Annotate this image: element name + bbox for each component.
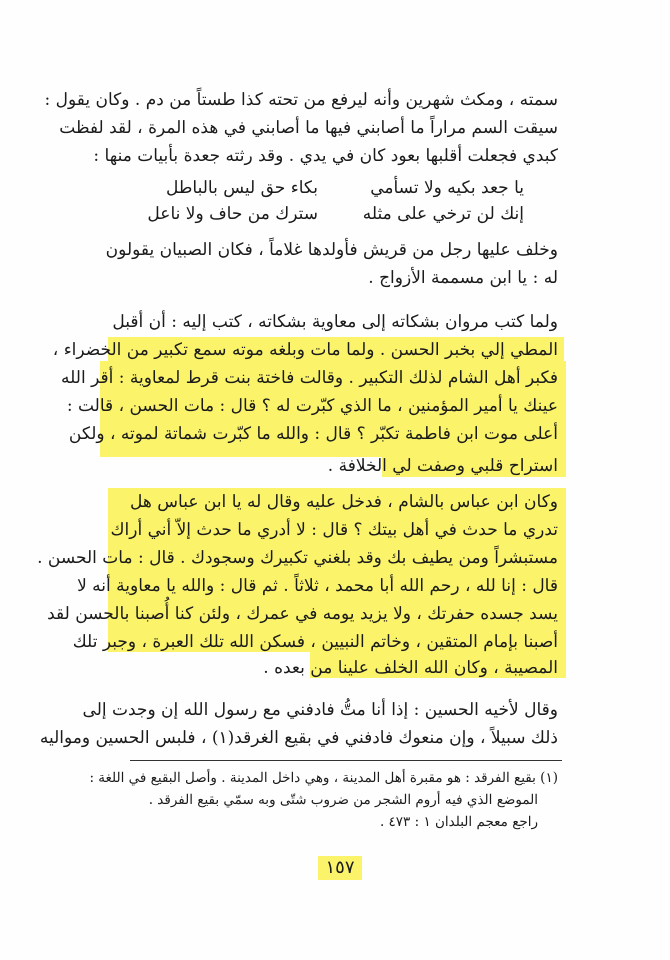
- text-line: مستبشراً ومن يطيف بك وقد بلغني تكبيرك وسجودك . قال : مات الحسن .: [37, 548, 558, 568]
- text-line: سمته ، ومكث شهرين وأنه ليرفع من تحته كذا طستاً من دم . وكان يقول :: [44, 90, 558, 110]
- verse-left: سترك من حاف ولا ناعل: [147, 204, 318, 224]
- footnote-line: (١) بقيع الفرقد : هو مقبرة أهل المدينة ، وهي داخل المدينة . وأصل البقيع في اللغة :: [89, 770, 558, 786]
- text-line: قال : إنا لله ، رحم الله أبا محمد ، ثلاثاً . ثم قال : والله يا معاوية أنه لا: [77, 576, 558, 596]
- text-line: تدري ما حدث في أهل بيتك ؟ قال : لا أدري ما حدث إلاّ أني أراك: [110, 520, 558, 540]
- text-line: ولما كتب مروان بشكاته إلى معاوية بشكاته ، كتب إليه : أن أقبل: [112, 312, 558, 332]
- text-line: المصيبة ، وكان الله الخلف علينا من بعده .: [263, 658, 558, 678]
- text-line: وخلف عليها رجل من قريش فأولدها غلاماً ، فكان الصبيان يقولون: [105, 240, 558, 260]
- text-line: أعلى موت ابن فاطمة تكبّر ؟ قال : والله ما كبّرت شماتة لموته ، ولكن: [68, 424, 558, 444]
- footnote-rule: [130, 760, 562, 761]
- footnote-line: الموضع الذي فيه أروم الشجر من ضروب شتّى وبه سمّي بقيع الفرقد .: [148, 792, 538, 808]
- footnote-line: راجع معجم البلدان ١ : ٤٧٣ .: [379, 814, 538, 830]
- text-line: المطي إلي بخبر الحسن . ولما مات وبلغه موته سمع تكبير من الخضراء ،: [52, 340, 558, 360]
- verse-right: إنك لن ترخي على مثله: [362, 204, 524, 224]
- verse-left: بكاء حق ليس بالباطل: [166, 178, 318, 198]
- text-line: له : يا ابن مسممة الأزواج .: [368, 268, 558, 288]
- text-line: استراح قلبي وصفت لي الخلافة .: [327, 456, 558, 476]
- text-line: عينك يا أمير المؤمنين ، ما الذي كبّرت له ؟ قال : مات الحسن ، قالت :: [66, 396, 558, 416]
- text-line: يسد جسده حفرتك ، ولا يزيد يومه في عمرك ، ولئن كنا أُصبنا بالحسن لقد: [47, 604, 558, 624]
- verse-right: يا جعد بكيه ولا تسأمي: [370, 178, 524, 198]
- text-line: وكان ابن عباس بالشام ، فدخل عليه وقال له يا ابن عباس هل: [130, 492, 558, 512]
- text-line: وقال لأخيه الحسين : إذا أنا متُّ فادفني مع رسول الله إن وجدت إلى: [82, 700, 558, 720]
- text-line: فكبر أهل الشام لذلك التكبير . وقالت فاختة بنت قرط لمعاوية : أقر الله: [61, 368, 558, 388]
- page-number: ١٥٧: [318, 856, 362, 880]
- text-line: أصبنا بإمام المتقين ، وخاتم النبيين ، فسكن الله تلك العبرة ، وجبر تلك: [72, 632, 558, 652]
- text-line: سيقت السم مراراً ما أصابني فيها ما أصابني في هذه المرة ، لقد لفظت: [59, 118, 558, 138]
- text-line: ذلك سبيلاً ، وإن منعوك فادفني في بقيع الغرقد(١) ، فلبس الحسين ومواليه: [39, 728, 558, 748]
- text-line: كبدي فجعلت أقلبها بعود كان في يدي . وقد رثته جعدة بأبيات منها :: [93, 146, 558, 166]
